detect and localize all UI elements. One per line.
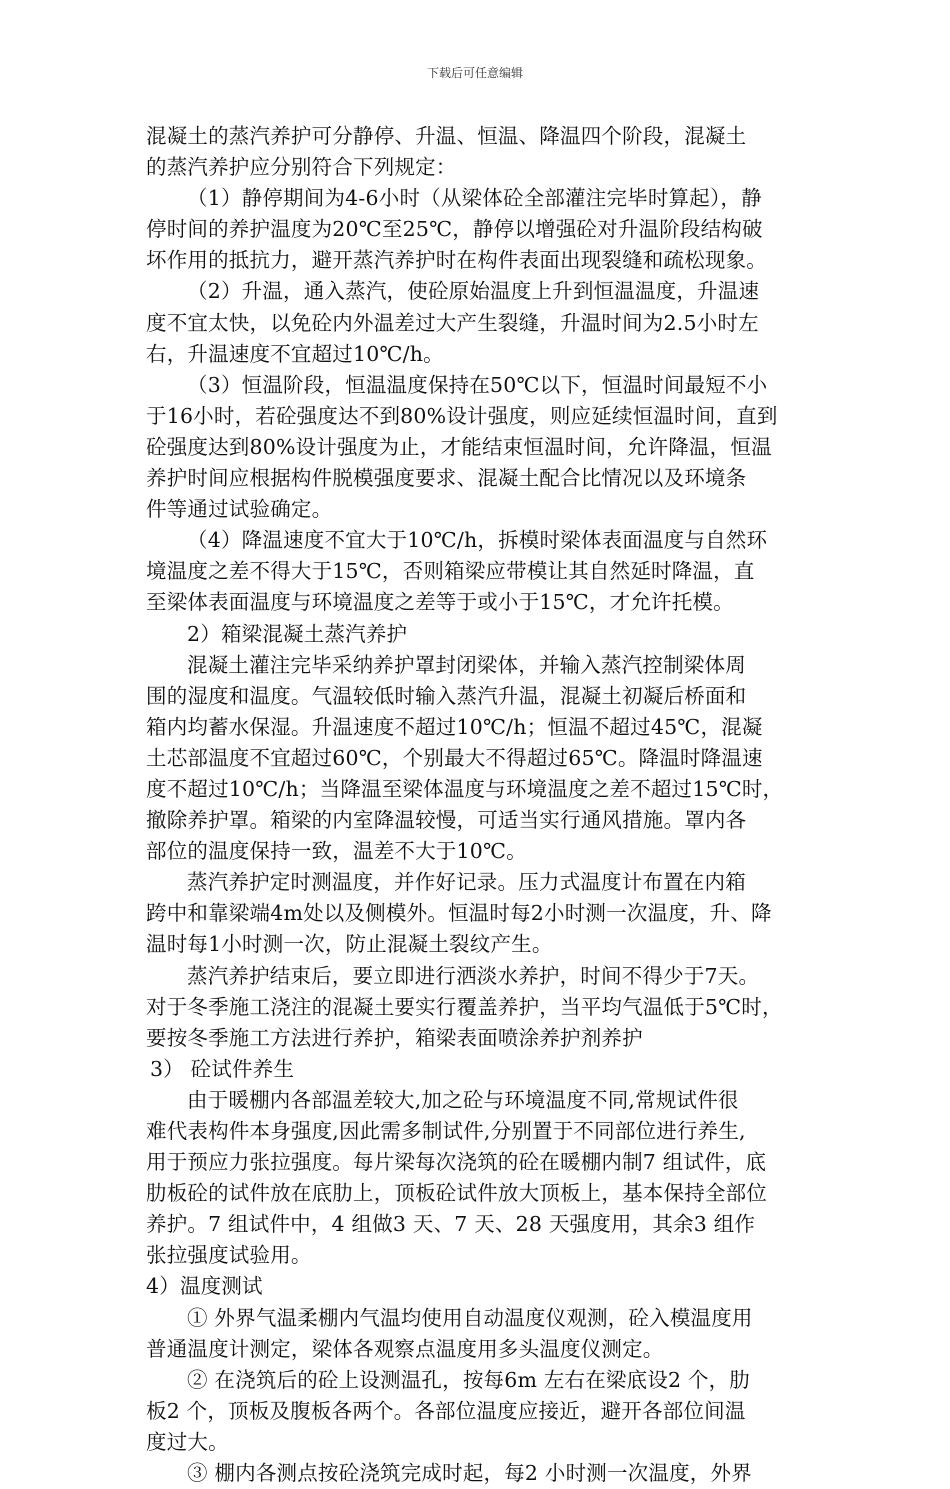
text-line: ③ 棚内各测点按砼浇筑完成时起，每2 小时测一次温度，外界 [187,1461,752,1486]
text-line: 要按冬季施工方法进行养护，箱梁表面喷涂养护剂养护 [146,1025,643,1050]
page-header: 下载后可任意编辑 [426,66,523,80]
text-line: 普通温度计测定，梁体各观察点温度用多头温度仪测定。 [146,1336,664,1361]
text-line: 对于冬季施工浇注的混凝土要实行覆盖养护，当平均气温低于5℃时， [146,994,783,1019]
text-line: 度不宜太快，以免砼内外温差过大产生裂缝，升温时间为2.5小时左 [146,310,759,335]
text-line: 箱内均蓄水保湿。升温速度不超过10℃/h；恒温不超过45℃，混凝 [146,714,763,739]
text-line: 件等通过试验确定。 [146,497,333,522]
text-line: 由于暖棚内各部温差较大,加之砼与环境温度不同,常规试件很 [187,1087,739,1112]
text-line: 右，升温速度不宜超过10℃/h。 [146,341,444,366]
text-line: 围的湿度和温度。气温较低时输入蒸汽升温，混凝土初凝后桥面和 [146,683,747,708]
text-line: （3）恒温阶段，恒温温度保持在50℃以下，恒温时间最短不小 [187,372,768,397]
text-line: （4）降温速度不宜大于10℃/h，拆模时梁体表面温度与自然环 [187,528,768,553]
text-line: ② 在浇筑后的砼上设测温孔，按每6m 左右在梁底设2 个，肋 [187,1367,751,1392]
text-line: 蒸汽养护定时测温度，并作好记录。压力式温度计布置在内箱 [187,870,746,895]
text-line: 的蒸汽养护应分别符合下列规定： [146,155,457,180]
text-line: 难代表构件本身强度,因此需多制试件,分别置于不同部位进行养生, [146,1119,746,1143]
text-line: （2）升温，通入蒸汽，使砼原始温度上升到恒温温度，升温速 [187,279,760,304]
text-line: 境温度之差不得大于15℃，否则箱梁应带模让其自然延时降温，直 [146,559,755,584]
text-line: 砼强度达到80%设计强度为止，才能结束恒温时间，允许降温，恒温 [146,434,772,459]
text-line: 温时每1小时测一次，防止混凝土裂纹产生。 [146,932,553,957]
text-line: 跨中和靠梁端4m处以及侧模外。恒温时每2小时测一次温度，升、降 [146,901,772,926]
section-heading: 4）温度测试 [146,1274,263,1299]
text-line: 混凝土的蒸汽养护可分静停、升温、恒温、降温四个阶段，混凝土 [146,124,747,148]
section-heading: 3） 砼试件养生 [150,1056,295,1081]
text-line: 度过大。 [146,1429,229,1454]
text-line: 坏作用的抵抗力，避开蒸汽养护时在构件表面出现裂缝和疏松现象。 [146,248,767,273]
text-line: 张拉强度试验用。 [146,1243,312,1268]
text-line: 肋板砼的试件放在底肋上，顶板砼试件放大顶板上，基本保持全部位 [146,1181,767,1206]
text-line: 度不超过10℃/h；当降温至梁体温度与环境温度之差不超过15℃时， [146,776,784,801]
text-line: 停时间的养护温度为20℃至25℃，静停以增强砼对升温阶段结构破 [146,217,763,242]
text-line: 至梁体表面温度与环境温度之差等于或小于15℃，才允许托模。 [146,590,734,615]
text-line: 养护。7 组试件中，4 组做3 天、7 天、28 天强度用，其余3 组作 [146,1212,756,1237]
text-line: ① 外界气温柔棚内气温均使用自动温度仪观测，砼入模温度用 [187,1305,753,1330]
text-line: 板2 个，顶板及腹板各两个。各部位温度应接近，避开各部位间温 [146,1398,746,1423]
text-line: 土芯部温度不宜超过60℃，个别最大不得超过65℃。降温时降温速 [146,745,763,770]
text-line: （1）静停期间为4-6小时（从梁体砼全部灌注完毕时算起），静 [187,186,762,211]
text-line: 部位的温度保持一致，温差不大于10℃。 [146,839,527,864]
section-heading: 2）箱梁混凝土蒸汽养护 [187,621,408,646]
text-line: 用于预应力张拉强度。每片梁每次浇筑的砼在暖棚内制7 组试件，底 [146,1150,767,1175]
text-line: 养护时间应根据构件脱模强度要求、混凝土配合比情况以及环境条 [146,466,747,491]
text-line: 撤除养护罩。箱梁的内室降温较慢，可适当实行通风措施。罩内各 [146,808,747,833]
text-line: 于16小时，若砼强度达不到80%设计强度，则应延续恒温时间，直到 [146,403,778,428]
text-line: 混凝土灌注完毕采纳养护罩封闭梁体，并输入蒸汽控制梁体周 [187,652,746,677]
text-line: 蒸汽养护结束后，要立即进行洒淡水养护，时间不得少于7天。 [187,963,760,988]
document-body [146,121,814,1489]
